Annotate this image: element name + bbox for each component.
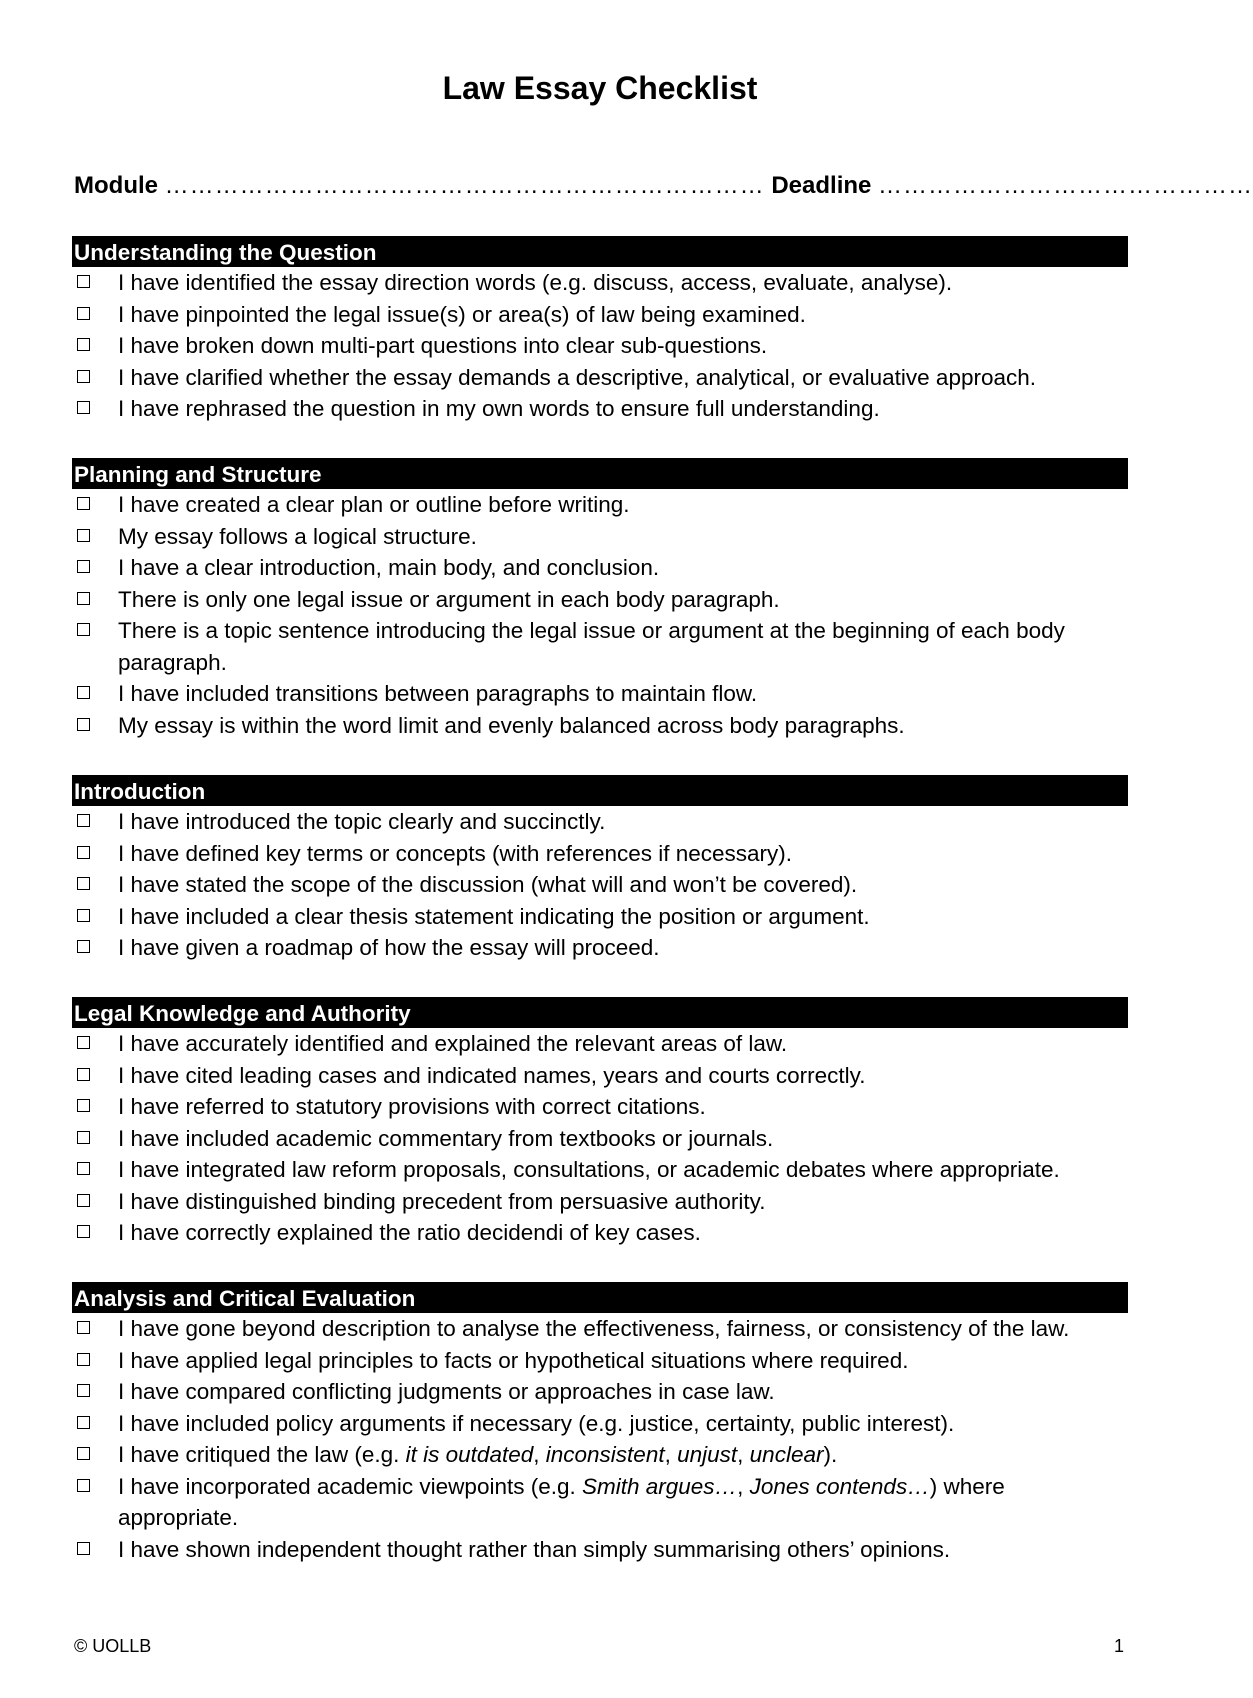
section-legal-knowledge-and-authority [72, 997, 1128, 1249]
text-run: I have included transitions between paragraphs to maintain flow. [118, 681, 758, 706]
text-run: I have a clear introduction, main body, and conclusion. [118, 555, 660, 580]
checklist-item[interactable] [72, 1217, 1128, 1249]
checkbox[interactable] [77, 560, 90, 573]
checkbox[interactable] [77, 1447, 90, 1460]
checklist-item[interactable] [72, 267, 1128, 299]
checklist-item-text [118, 333, 767, 358]
checklist-item[interactable] [72, 1376, 1128, 1408]
text-run: , [533, 1442, 546, 1467]
checklist-item[interactable] [72, 362, 1128, 394]
checklist-item[interactable] [72, 1439, 1128, 1471]
checklist-item[interactable] [72, 1345, 1128, 1377]
checklist-item[interactable] [72, 489, 1128, 521]
text-run: I have rephrased the question in my own words to ensure full understanding. [118, 396, 880, 421]
checklist-item-text [118, 935, 660, 960]
text-run: My essay follows a logical structure. [118, 523, 477, 549]
checkbox[interactable] [77, 529, 90, 542]
checklist-item-text [118, 1220, 701, 1245]
text-run: There is a topic sentence introducing the legal issue or argument at the beginning of each body paragraph. [118, 618, 1065, 675]
checklist-item[interactable] [72, 806, 1128, 838]
section-planning-and-structure [72, 458, 1128, 741]
checklist-item-text [118, 365, 1036, 390]
text-run: I have referred to statutory provisions with correct citations. [118, 1094, 706, 1119]
page-title: Law Essay Checklist [442, 70, 758, 106]
checkbox[interactable] [77, 1162, 90, 1175]
text-run: I have accurately identified and explained the relevant areas of law. [118, 1031, 788, 1056]
text-run: I have incorporated academic viewpoints (e.g. [118, 1473, 582, 1499]
checklist-item-text [118, 1442, 837, 1467]
checkbox[interactable] [77, 909, 90, 922]
checkbox[interactable] [77, 1479, 90, 1492]
text-run: I have defined key terms or concepts (with references if necessary). [118, 840, 793, 866]
checkbox[interactable] [77, 370, 90, 383]
checklist-item-text [118, 1348, 908, 1373]
checklist-item[interactable] [72, 901, 1128, 933]
text-run: ). [823, 1442, 838, 1467]
checkbox[interactable] [77, 1068, 90, 1081]
checklist-item-text [118, 1157, 1060, 1182]
text-run: I have critiqued the law (e.g. [118, 1442, 406, 1467]
text-run: ) where appropriate. [118, 1473, 1005, 1530]
checklist-item[interactable] [72, 1471, 1128, 1534]
checkbox[interactable] [77, 718, 90, 731]
deadline-label: Deadline [771, 172, 872, 199]
checklist-item-text [118, 904, 870, 929]
text-run: , [737, 1442, 750, 1467]
section-introduction [72, 775, 1128, 964]
checklist-item[interactable] [72, 330, 1128, 362]
italic-text: it is outdated [405, 1442, 534, 1467]
checkbox[interactable] [77, 338, 90, 351]
checkbox[interactable] [77, 307, 90, 320]
checklist-item[interactable] [72, 1123, 1128, 1155]
checklist-item-text [118, 396, 880, 421]
checklist-item-text [118, 1189, 765, 1214]
checkbox[interactable] [77, 497, 90, 510]
checkbox[interactable] [77, 1542, 90, 1555]
checklist-item[interactable] [72, 678, 1128, 710]
checklist-item[interactable] [72, 521, 1128, 553]
checklist-item-text [118, 492, 630, 517]
checklist-item-text [118, 1411, 954, 1436]
text-run: I have pinpointed the legal issue(s) or area(s) of law being examined. [118, 301, 806, 327]
checklist-item[interactable] [72, 615, 1128, 678]
section-header: Planning and Structure [72, 458, 1128, 489]
checklist-item[interactable] [72, 1534, 1128, 1566]
text-run: My essay is within the word limit and evenly balanced across body paragraphs. [118, 712, 905, 738]
module-label: Module [74, 172, 158, 199]
section-analysis-and-critical-evaluation [72, 1282, 1128, 1565]
checklist-item-text [118, 681, 757, 706]
checkbox[interactable] [77, 1225, 90, 1238]
checklist-item[interactable] [72, 1313, 1128, 1345]
checklist [72, 806, 1128, 964]
text-run: I have distinguished binding precedent from persuasive authority. [118, 1188, 766, 1214]
checklist-item[interactable] [72, 1408, 1128, 1440]
checklist-item[interactable] [72, 299, 1128, 331]
text-run: I have integrated law reform proposals, consultations, or academic debates where appropriate. [118, 1157, 1060, 1182]
text-run: I have given a roadmap of how the essay will proceed. [118, 935, 660, 960]
text-run: I have stated the scope of the discussion (what will and won’t be covered). [118, 872, 858, 897]
checkbox[interactable] [77, 1321, 90, 1334]
checklist-item[interactable] [72, 838, 1128, 870]
italic-text: unclear [749, 1442, 824, 1467]
checklist-item[interactable] [72, 710, 1128, 742]
text-run: I have shown independent thought rather than simply summarising others’ opinions. [118, 1536, 951, 1562]
section-header: Analysis and Critical Evaluation [72, 1282, 1128, 1313]
checklist-item[interactable] [72, 1154, 1128, 1186]
checkbox[interactable] [77, 1194, 90, 1207]
checklist-item[interactable] [72, 1186, 1128, 1218]
text-run: I have clarified whether the essay demands a descriptive, analytical, or evaluative approach. [118, 364, 1037, 390]
checkbox[interactable] [77, 1416, 90, 1429]
checklist-item-text [118, 1031, 787, 1056]
checkbox[interactable] [77, 940, 90, 953]
checklist-item-text [118, 1094, 706, 1119]
text-run: I have applied legal principles to facts or hypothetical situations where required. [118, 1347, 909, 1373]
text-run: I have included a clear thesis statement indicating the position or argument. [118, 903, 870, 929]
checkbox[interactable] [77, 877, 90, 890]
checkbox[interactable] [77, 401, 90, 414]
checklist [72, 1028, 1128, 1249]
checkbox[interactable] [77, 275, 90, 288]
text-run: There is only one legal issue or argument in each body paragraph. [118, 586, 780, 612]
text-run: , [664, 1442, 678, 1467]
section-understanding-the-question [72, 236, 1128, 425]
checklist-item-text [118, 1474, 1005, 1531]
page-number: 1 [1113, 1636, 1124, 1656]
checklist-item-text [118, 270, 952, 295]
section-header: Legal Knowledge and Authority [72, 997, 1128, 1028]
checkbox[interactable] [77, 814, 90, 827]
checklist [72, 489, 1128, 741]
checklist-item-text [118, 587, 780, 612]
checklist-item[interactable] [72, 1060, 1128, 1092]
checklist-item[interactable] [72, 932, 1128, 964]
checklist-item[interactable] [72, 1091, 1128, 1123]
text-run: I have included policy arguments if necessary (e.g. justice, certainty, public interest). [118, 1410, 955, 1436]
text-run: I have included academic commentary from textbooks or journals. [118, 1125, 774, 1151]
checkbox[interactable] [77, 592, 90, 605]
checkbox[interactable] [77, 846, 90, 859]
text-run: I have gone beyond description to analyse the effectiveness, fairness, or consistency of the law. [118, 1316, 1070, 1341]
deadline-fill-line: ……………………………………… [878, 172, 1253, 199]
checklist-item[interactable] [72, 552, 1128, 584]
checklist-item-text [118, 1316, 1069, 1341]
checklist-item[interactable] [72, 1028, 1128, 1060]
checklist-item[interactable] [72, 869, 1128, 901]
checklist-item-text [118, 841, 792, 866]
text-run: I have compared conflicting judgments or approaches in case law. [118, 1379, 775, 1404]
text-run: I have correctly explained the ratio decidendi of key cases. [118, 1220, 701, 1245]
checklist-item-text [118, 524, 477, 549]
checklist [72, 1313, 1128, 1565]
checklist-item[interactable] [72, 584, 1128, 616]
checklist-item-text [118, 713, 905, 738]
text-run: I have cited leading cases and indicated names, years and courts correctly. [118, 1062, 866, 1088]
checklist-item-text [118, 618, 1065, 675]
text-run: , [737, 1473, 750, 1499]
checklist-item-text [118, 555, 659, 580]
checklist-item-text [118, 809, 605, 834]
text-run: I have introduced the topic clearly and succinctly. [118, 809, 606, 834]
checklist-item[interactable] [72, 393, 1128, 425]
text-run: I have broken down multi-part questions into clear sub-questions. [118, 333, 768, 358]
module-fill-line: ……………………………………………………………… [164, 172, 765, 199]
checklist-item-text [118, 302, 806, 327]
checkbox[interactable] [77, 686, 90, 699]
checklist-item-text [118, 1537, 950, 1562]
module-deadline-line [74, 172, 1253, 200]
checkbox[interactable] [77, 1036, 90, 1049]
checkbox[interactable] [77, 1099, 90, 1112]
checklist-item-text [118, 1379, 775, 1404]
text-run: I have created a clear plan or outline before writing. [118, 492, 630, 517]
section-header: Understanding the Question [72, 236, 1128, 267]
italic-text: Smith argues… [582, 1473, 738, 1499]
section-header: Introduction [72, 775, 1128, 806]
checklist-item-text [118, 1126, 773, 1151]
checkbox[interactable] [77, 1131, 90, 1144]
italic-text: Jones contends… [749, 1473, 930, 1499]
copyright-notice: © UOLLB [74, 1636, 152, 1656]
checklist [72, 267, 1128, 425]
italic-text: inconsistent [545, 1442, 665, 1467]
checkbox[interactable] [77, 1384, 90, 1397]
checklist-item-text [118, 1063, 866, 1088]
checklist-item-text [118, 872, 857, 897]
text-run: I have identified the essay direction words (e.g. discuss, access, evaluate, analyse). [118, 270, 953, 295]
checkbox[interactable] [77, 623, 90, 636]
italic-text: unjust [677, 1442, 738, 1467]
checkbox[interactable] [77, 1353, 90, 1366]
